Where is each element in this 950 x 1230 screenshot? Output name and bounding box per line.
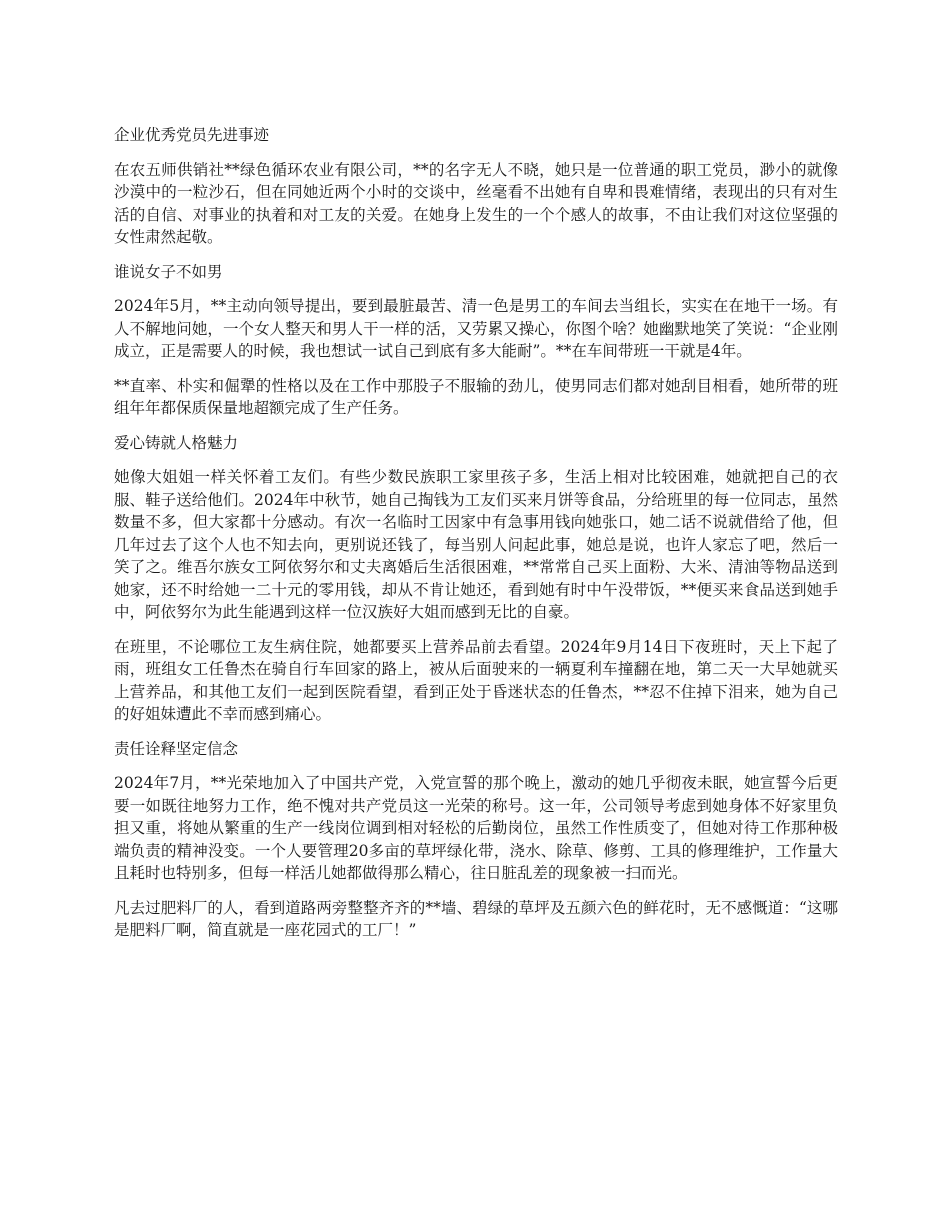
section-heading: 责任诠释坚定信念 — [114, 739, 239, 758]
body-paragraph: 在班里，不论哪位工友生病住院，她都要买上营养品前去看望。2024年9月14日下夜班时，天上下起了雨，班组女工任鲁杰在骑自行车回家的路上，被从后面驶来的一辆夏利车撞翻在地，第二天一大早她就买上营养品，和其他工友们一起到医院看望，看到正处于昏迷状态的任鲁杰，**忍不住掉下泪来，她为自己的好姐妹遭此不幸而感到痛心。 — [114, 637, 838, 723]
body-paragraph: 她像大姐姐一样关怀着工友们。有些少数民族职工家里孩子多，生活上相对比较困难，她就把自己的衣服、鞋子送给他们。2024年中秋节，她自己掏钱为工友们买来月饼等食品，分给班里的每一位同志，虽然数量不多，但大家都十分感动。有次一名临时工因家中有急事用钱向她张口，她二话不说就借给了他，但几年过去了这个人也不知去向，更别说还钱了，每当别人问起此事，她总是说，也许人家忘了吧，然后一笑了之。维吾尔族女工阿依努尔和丈夫离婚后生活很困难，**常常自己买上面粉、大米、清油等物品送到她家，还不时给她一二十元的零用钱，却从不肯让她还，看到她有时中午没带饭，**便买来食品送到她手中，阿依努尔为此生能遇到这样一位汉族好大姐而感到无比的自豪。 — [114, 468, 838, 621]
document-body — [114, 124, 838, 954]
section-heading: 谁说女子不如男 — [114, 262, 223, 281]
body-paragraph: 2024年7月，**光荣地加入了中国共产党，入党宣誓的那个晚上，激动的她几乎彻夜未眠，她宣誓今后更要一如既往地努力工作，绝不愧对共产党员这一光荣的称号。这一年，公司领导考虑到她身体不好家里负担又重，将她从繁重的生产一线岗位调到相对轻松的后勤岗位，虽然工作性质变了，但她对待工作那种极端负责的精神没变。一个人要管理20多亩的草坪绿化带，浇水、除草、修剪、工具的修理维护，工作量大且耗时也特别多，但每一样活儿她都做得那么精心，往日脏乱差的现象被一扫而光。 — [114, 774, 838, 882]
document-title: 企业优秀党员先进事迹 — [114, 126, 270, 144]
section-heading: 爱心铸就人格魅力 — [114, 433, 239, 452]
intro-paragraph: 在农五师供销社**绿色循环农业有限公司，**的名字无人不晓，她只是一位普通的职工党员，渺小的就像沙漠中的一粒沙石，但在同她近两个小时的交谈中，丝毫看不出她有自卑和畏难情绪，表现出的只有对生活的自信、对事业的执着和对工友的关爱。在她身上发生的一个个感人的故事，不由让我们对这位坚强的女性肃然起敬。 — [114, 160, 838, 246]
body-paragraph: 凡去过肥料厂的人，看到道路两旁整整齐齐的**墙、碧绿的草坪及五颜六色的鲜花时，无不感慨道：“这哪是肥料厂啊，简直就是一座花园式的工厂！” — [114, 898, 838, 939]
body-paragraph: 2024年5月，**主动向领导提出，要到最脏最苦、清一色是男工的车间去当组长，实实在在地干一场。有人不解地问她，一个女人整天和男人干一样的活，又劳累又操心，你图个啥？她幽默地笑了笑说：“企业刚成立，正是需要人的时候，我也想试一试自己到底有多大能耐”。**在车间带班一干就是4年。 — [114, 297, 838, 360]
body-paragraph: **直率、朴实和倔犟的性格以及在工作中那股子不服输的劲儿，使男同志们都对她刮目相看，她所带的班组年年都保质保量地超额完成了生产任务。 — [114, 376, 838, 417]
